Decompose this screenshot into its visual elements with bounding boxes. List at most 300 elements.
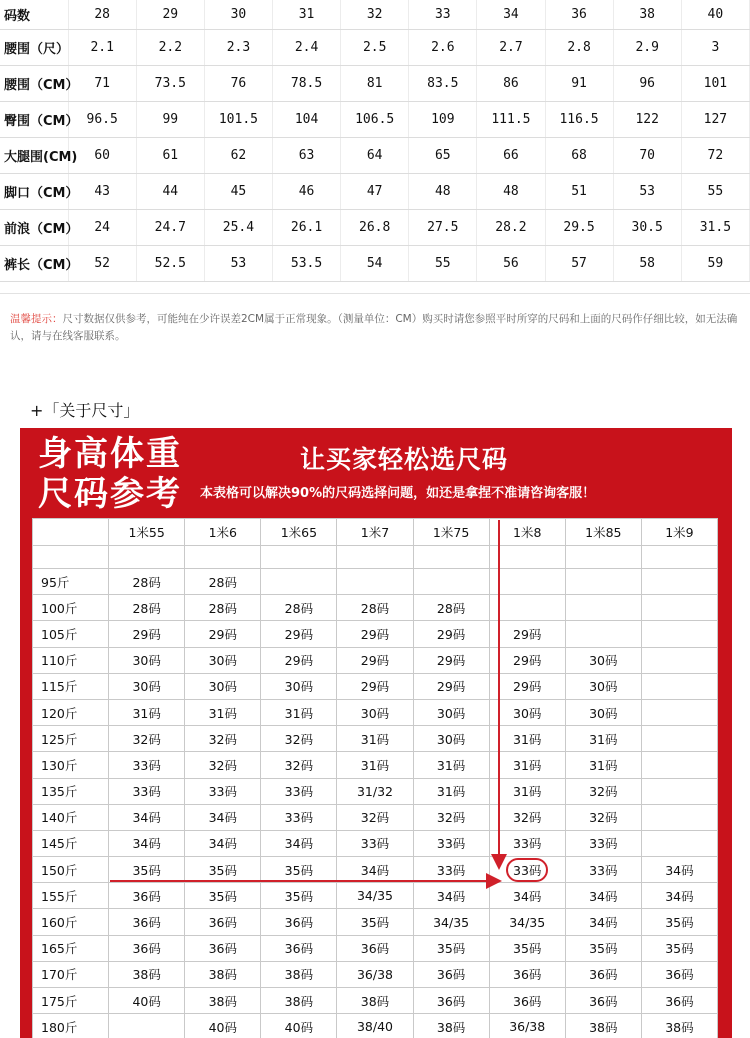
size-recommendation-cell: 34/35 [337,883,413,909]
size-recommendation-cell: 34码 [185,830,261,856]
size-recommendation-cell: 34码 [261,830,337,856]
size-recommendation-cell: 30码 [489,699,565,725]
size-recommendation-cell: 32码 [413,804,489,830]
size-value-cell: 45 [204,174,272,210]
size-recommendation-cell [641,673,717,699]
size-row [0,66,750,102]
size-recommendation-cell: 30码 [565,699,641,725]
size-recommendation-cell [641,830,717,856]
size-value-cell: 60 [68,138,136,174]
size-recommendation-cell: 31码 [337,752,413,778]
weight-row [33,621,718,647]
size-recommendation-cell: 31码 [261,699,337,725]
size-header-cell: 30 [204,0,272,30]
height-header-cell: 1米75 [413,519,489,546]
size-recommendation-cell: 30码 [261,673,337,699]
size-recommendation-cell: 36码 [641,961,717,987]
size-row [0,30,750,66]
size-recommendation-cell [565,621,641,647]
weight-row [33,883,718,909]
size-value-cell: 127 [681,102,749,138]
size-recommendation-cell: 28码 [185,569,261,595]
weight-label: 155斤 [33,883,109,909]
size-value-cell: 111.5 [477,102,545,138]
size-recommendation-cell: 30码 [565,673,641,699]
size-value-cell: 26.1 [273,210,341,246]
size-header-cell: 38 [613,0,681,30]
size-recommendation-cell: 35码 [337,909,413,935]
size-row-label: 腰围（CM） [0,66,68,102]
size-header-cell: 29 [136,0,204,30]
size-recommendation-cell: 34码 [109,830,185,856]
size-recommendation-cell: 36码 [109,883,185,909]
size-recommendation-cell: 32码 [261,752,337,778]
size-value-cell: 91 [545,66,613,102]
size-row [0,102,750,138]
weight-label: 145斤 [33,830,109,856]
size-value-cell: 101.5 [204,102,272,138]
size-value-cell: 66 [477,138,545,174]
blank-cell [337,546,413,569]
note-text: 尺寸数据仅供参考，可能纯在少许误差2CM属于正常现象。（测量单位：CM）购买时请您参照平时所穿的尺码和上面的尺码作仔细比较，如无法确认，请与在线客服联系。 [10,313,738,342]
board-title-line2: 尺码参考 [38,474,182,514]
size-recommendation-cell [641,778,717,804]
blank-cell [565,546,641,569]
size-recommendation-cell: 28码 [109,569,185,595]
size-recommendation-cell: 34码 [109,804,185,830]
size-recommendation-cell: 33码 [185,778,261,804]
size-recommendation-cell [565,595,641,621]
size-recommendation-cell: 30码 [413,699,489,725]
size-recommendation-cell: 31码 [413,778,489,804]
size-recommendation-cell: 36码 [565,988,641,1014]
size-recommendation-cell: 31码 [337,726,413,752]
size-recommendation-cell: 35码 [413,935,489,961]
height-weight-table [32,518,718,1038]
weight-row [33,935,718,961]
size-recommendation-cell: 30码 [413,726,489,752]
size-value-cell: 2.6 [409,30,477,66]
size-recommendation-cell [413,569,489,595]
size-value-cell: 52 [68,246,136,282]
size-value-cell: 47 [341,174,409,210]
weight-label: 160斤 [33,909,109,935]
size-recommendation-cell: 36/38 [337,961,413,987]
weight-row [33,595,718,621]
size-recommendation-cell [565,569,641,595]
size-recommendation-cell: 34/35 [413,909,489,935]
weight-row [33,752,718,778]
size-value-cell: 2.7 [477,30,545,66]
size-recommendation-cell: 34码 [413,883,489,909]
size-value-cell: 52.5 [136,246,204,282]
size-recommendation-cell: 30码 [565,647,641,673]
size-recommendation-cell: 34码 [641,883,717,909]
weight-label: 110斤 [33,647,109,673]
size-value-cell: 54 [341,246,409,282]
size-recommendation-cell: 32码 [489,804,565,830]
size-recommendation-cell: 34码 [337,857,413,883]
size-recommendation-cell: 28码 [337,595,413,621]
size-recommendation-cell: 36码 [261,935,337,961]
weight-label: 120斤 [33,699,109,725]
size-recommendation-cell: 29码 [261,647,337,673]
size-recommendation-cell: 35码 [261,883,337,909]
weight-row [33,699,718,725]
size-recommendation-cell: 32码 [261,726,337,752]
size-recommendation-cell: 33码 [565,830,641,856]
size-recommendation-cell: 33码 [109,752,185,778]
size-recommendation-cell: 29码 [413,647,489,673]
size-value-cell: 3 [681,30,749,66]
size-recommendation-cell: 29码 [185,621,261,647]
size-recommendation-cell [641,647,717,673]
size-recommendation-cell: 40码 [185,1014,261,1038]
size-recommendation-cell: 30码 [109,647,185,673]
blank-cell [261,546,337,569]
size-value-cell: 104 [273,102,341,138]
board-description: 本表格可以解决90%的尺码选择问题，如还是拿捏不准请咨询客服！ [200,486,596,501]
size-value-cell: 28.2 [477,210,545,246]
board-title-line1: 身高体重 [38,434,182,474]
height-weight-board [20,428,732,1038]
size-recommendation-cell: 28码 [261,595,337,621]
size-value-cell: 73.5 [136,66,204,102]
size-value-cell: 65 [409,138,477,174]
size-recommendation-cell: 35码 [185,883,261,909]
weight-label: 130斤 [33,752,109,778]
size-chart-table [0,0,750,282]
size-row-label: 腰围（尺） [0,30,68,66]
size-recommendation-cell: 38码 [261,961,337,987]
size-recommendation-cell: 36码 [261,909,337,935]
size-recommendation-cell: 30码 [185,673,261,699]
size-recommendation-cell [337,569,413,595]
weight-label: 95斤 [33,569,109,595]
size-value-cell: 64 [341,138,409,174]
size-recommendation-cell: 38码 [565,1014,641,1038]
size-recommendation-cell: 29码 [413,621,489,647]
size-recommendation-cell: 33码 [413,857,489,883]
size-value-cell: 2.3 [204,30,272,66]
size-recommendation-cell: 33码 [413,830,489,856]
size-recommendation-cell: 28码 [185,595,261,621]
weight-label: 170斤 [33,961,109,987]
size-recommendation-cell: 33码 [261,804,337,830]
size-recommendation-cell: 33码 [337,830,413,856]
height-header-cell: 1米6 [185,519,261,546]
size-value-cell: 99 [136,102,204,138]
size-recommendation-cell: 35码 [109,857,185,883]
size-recommendation-cell: 29码 [489,673,565,699]
size-row [0,174,750,210]
size-header-cell: 28 [68,0,136,30]
size-recommendation-cell: 40码 [261,1014,337,1038]
size-value-cell: 59 [681,246,749,282]
board-subtitle: 让买家轻松选尺码 [300,445,509,474]
size-recommendation-cell: 29码 [337,621,413,647]
size-recommendation-cell: 38码 [109,961,185,987]
size-recommendation-cell: 36/38 [489,1014,565,1038]
size-recommendation-cell: 36码 [185,909,261,935]
weight-row [33,830,718,856]
divider [0,293,750,294]
weight-row [33,909,718,935]
size-recommendation-cell: 36码 [565,961,641,987]
size-recommendation-cell: 31码 [185,699,261,725]
size-value-cell: 46 [273,174,341,210]
size-row [0,210,750,246]
size-value-cell: 44 [136,174,204,210]
size-recommendation-cell: 34码 [565,883,641,909]
size-value-cell: 48 [477,174,545,210]
size-recommendation-cell: 38码 [185,988,261,1014]
size-recommendation-cell: 29码 [413,673,489,699]
size-value-cell: 86 [477,66,545,102]
size-recommendation-cell: 36码 [489,988,565,1014]
weight-label: 175斤 [33,988,109,1014]
size-recommendation-cell: 31码 [413,752,489,778]
size-recommendation-cell: 34码 [565,909,641,935]
size-recommendation-cell: 34码 [185,804,261,830]
size-value-cell: 68 [545,138,613,174]
size-recommendation-cell: 35码 [641,909,717,935]
size-value-cell: 62 [204,138,272,174]
size-recommendation-cell [641,726,717,752]
size-header-cell: 32 [341,0,409,30]
size-value-cell: 116.5 [545,102,613,138]
height-header-cell: 1米85 [565,519,641,546]
size-recommendation-cell: 28码 [413,595,489,621]
weight-row [33,961,718,987]
size-recommendation-cell: 29码 [489,621,565,647]
size-recommendation-cell: 32码 [337,804,413,830]
size-row [0,246,750,282]
size-recommendation-cell: 31码 [565,752,641,778]
size-recommendation-cell: 31码 [109,699,185,725]
weight-row [33,569,718,595]
size-header-cell: 34 [477,0,545,30]
weight-row [33,726,718,752]
size-recommendation-cell [109,1014,185,1038]
size-value-cell: 72 [681,138,749,174]
height-header-cell: 1米55 [109,519,185,546]
size-value-cell: 109 [409,102,477,138]
size-recommendation-cell: 30码 [185,647,261,673]
size-header-cell: 36 [545,0,613,30]
blank-cell [489,546,565,569]
size-recommendation-cell: 31码 [489,752,565,778]
size-recommendation-cell [261,569,337,595]
blank-row [33,546,718,569]
size-value-cell: 2.8 [545,30,613,66]
size-recommendation-cell: 34码 [641,857,717,883]
size-recommendation-cell [641,752,717,778]
size-recommendation-cell: 32码 [185,752,261,778]
size-value-cell: 56 [477,246,545,282]
weight-row [33,857,718,883]
size-value-cell: 48 [409,174,477,210]
size-recommendation-cell: 28码 [109,595,185,621]
size-recommendation-cell: 36码 [489,961,565,987]
weight-row [33,647,718,673]
size-recommendation-cell: 36码 [413,961,489,987]
size-row-label: 裤长（CM） [0,246,68,282]
size-value-cell: 63 [273,138,341,174]
size-row-label: 臀围（CM） [0,102,68,138]
size-value-cell: 96.5 [68,102,136,138]
height-header-cell: 1米7 [337,519,413,546]
size-value-cell: 70 [613,138,681,174]
size-value-cell: 53.5 [273,246,341,282]
size-recommendation-cell: 33码 [261,778,337,804]
size-recommendation-cell: 30码 [109,673,185,699]
size-recommendation-cell: 38码 [185,961,261,987]
height-header-row [33,519,718,546]
size-value-cell: 51 [545,174,613,210]
size-value-cell: 83.5 [409,66,477,102]
about-size-heading: +「关于尺寸」 [30,401,140,420]
size-value-cell: 96 [613,66,681,102]
size-value-cell: 53 [613,174,681,210]
weight-label: 165斤 [33,935,109,961]
size-row-label: 大腿围(CM) [0,138,68,174]
size-recommendation-cell: 36码 [641,988,717,1014]
size-recommendation-cell: 32码 [565,804,641,830]
note-prefix: 温馨提示： [10,313,63,325]
weight-row [33,1014,718,1038]
size-recommendation-cell: 36码 [337,935,413,961]
height-header-cell: 1米65 [261,519,337,546]
size-recommendation-cell: 31码 [565,726,641,752]
size-value-cell: 61 [136,138,204,174]
size-recommendation-cell: 31码 [489,778,565,804]
weight-row [33,673,718,699]
size-recommendation-cell [641,595,717,621]
blank-cell [33,546,109,569]
size-value-cell: 71 [68,66,136,102]
size-value-cell: 24.7 [136,210,204,246]
size-recommendation-cell: 38码 [413,1014,489,1038]
weight-label: 140斤 [33,804,109,830]
size-recommendation-cell: 35码 [565,935,641,961]
size-recommendation-cell: 29码 [337,647,413,673]
size-value-cell: 53 [204,246,272,282]
size-row [0,138,750,174]
size-value-cell: 76 [204,66,272,102]
size-value-cell: 81 [341,66,409,102]
size-header-cell: 31 [273,0,341,30]
size-recommendation-cell: 32码 [565,778,641,804]
weight-label: 115斤 [33,673,109,699]
highlighted-size: 33码 [506,858,548,882]
board-title [38,434,182,514]
size-recommendation-cell: 33码 [489,830,565,856]
size-recommendation-cell [641,804,717,830]
size-value-cell: 27.5 [409,210,477,246]
size-value-cell: 78.5 [273,66,341,102]
weight-label: 150斤 [33,857,109,883]
size-recommendation-cell: 35码 [261,857,337,883]
size-value-cell: 29.5 [545,210,613,246]
size-value-cell: 55 [409,246,477,282]
size-recommendation-cell: 32码 [185,726,261,752]
size-recommendation-cell [489,857,565,883]
size-recommendation-cell [489,569,565,595]
size-value-cell: 122 [613,102,681,138]
height-header-cell: 1米9 [641,519,717,546]
size-recommendation-cell: 33码 [565,857,641,883]
weight-row [33,988,718,1014]
weight-row [33,778,718,804]
size-recommendation-cell: 32码 [109,726,185,752]
weight-label: 180斤 [33,1014,109,1038]
size-recommendation-cell: 30码 [337,699,413,725]
height-header-cell: 1米8 [489,519,565,546]
size-value-cell: 30.5 [613,210,681,246]
size-recommendation-cell: 40码 [109,988,185,1014]
size-header-cell: 40 [681,0,749,30]
size-header-cell: 33 [409,0,477,30]
size-recommendation-cell: 31码 [489,726,565,752]
size-value-cell: 58 [613,246,681,282]
size-recommendation-cell: 38/40 [337,1014,413,1038]
size-recommendation-cell: 34码 [489,883,565,909]
size-recommendation-cell: 36码 [109,935,185,961]
size-value-cell: 57 [545,246,613,282]
weight-label: 100斤 [33,595,109,621]
blank-cell [109,546,185,569]
size-recommendation-cell [641,699,717,725]
size-recommendation-cell: 38码 [641,1014,717,1038]
size-recommendation-cell: 36码 [413,988,489,1014]
size-recommendation-cell: 35码 [641,935,717,961]
size-recommendation-cell: 34/35 [489,909,565,935]
size-value-cell: 43 [68,174,136,210]
size-value-cell: 2.1 [68,30,136,66]
blank-cell [413,546,489,569]
corner-cell [33,519,109,546]
size-value-cell: 25.4 [204,210,272,246]
size-recommendation-cell: 29码 [261,621,337,647]
size-row-label: 前浪（CM） [0,210,68,246]
size-value-cell: 2.4 [273,30,341,66]
weight-label: 135斤 [33,778,109,804]
size-value-cell: 26.8 [341,210,409,246]
size-recommendation-cell [641,569,717,595]
size-recommendation-cell [489,595,565,621]
size-value-cell: 24 [68,210,136,246]
size-recommendation-cell: 35码 [185,857,261,883]
size-recommendation-cell: 38码 [261,988,337,1014]
weight-row [33,804,718,830]
size-value-cell: 2.5 [341,30,409,66]
size-value-cell: 2.9 [613,30,681,66]
size-recommendation-cell: 35码 [489,935,565,961]
size-row-label: 脚口（CM） [0,174,68,210]
size-recommendation-cell: 31/32 [337,778,413,804]
weight-label: 125斤 [33,726,109,752]
size-value-cell: 101 [681,66,749,102]
size-recommendation-cell [641,621,717,647]
size-value-cell: 31.5 [681,210,749,246]
size-recommendation-cell: 38码 [337,988,413,1014]
size-value-cell: 2.2 [136,30,204,66]
size-note [10,311,744,345]
blank-cell [185,546,261,569]
size-recommendation-cell: 29码 [109,621,185,647]
size-recommendation-cell: 29码 [337,673,413,699]
